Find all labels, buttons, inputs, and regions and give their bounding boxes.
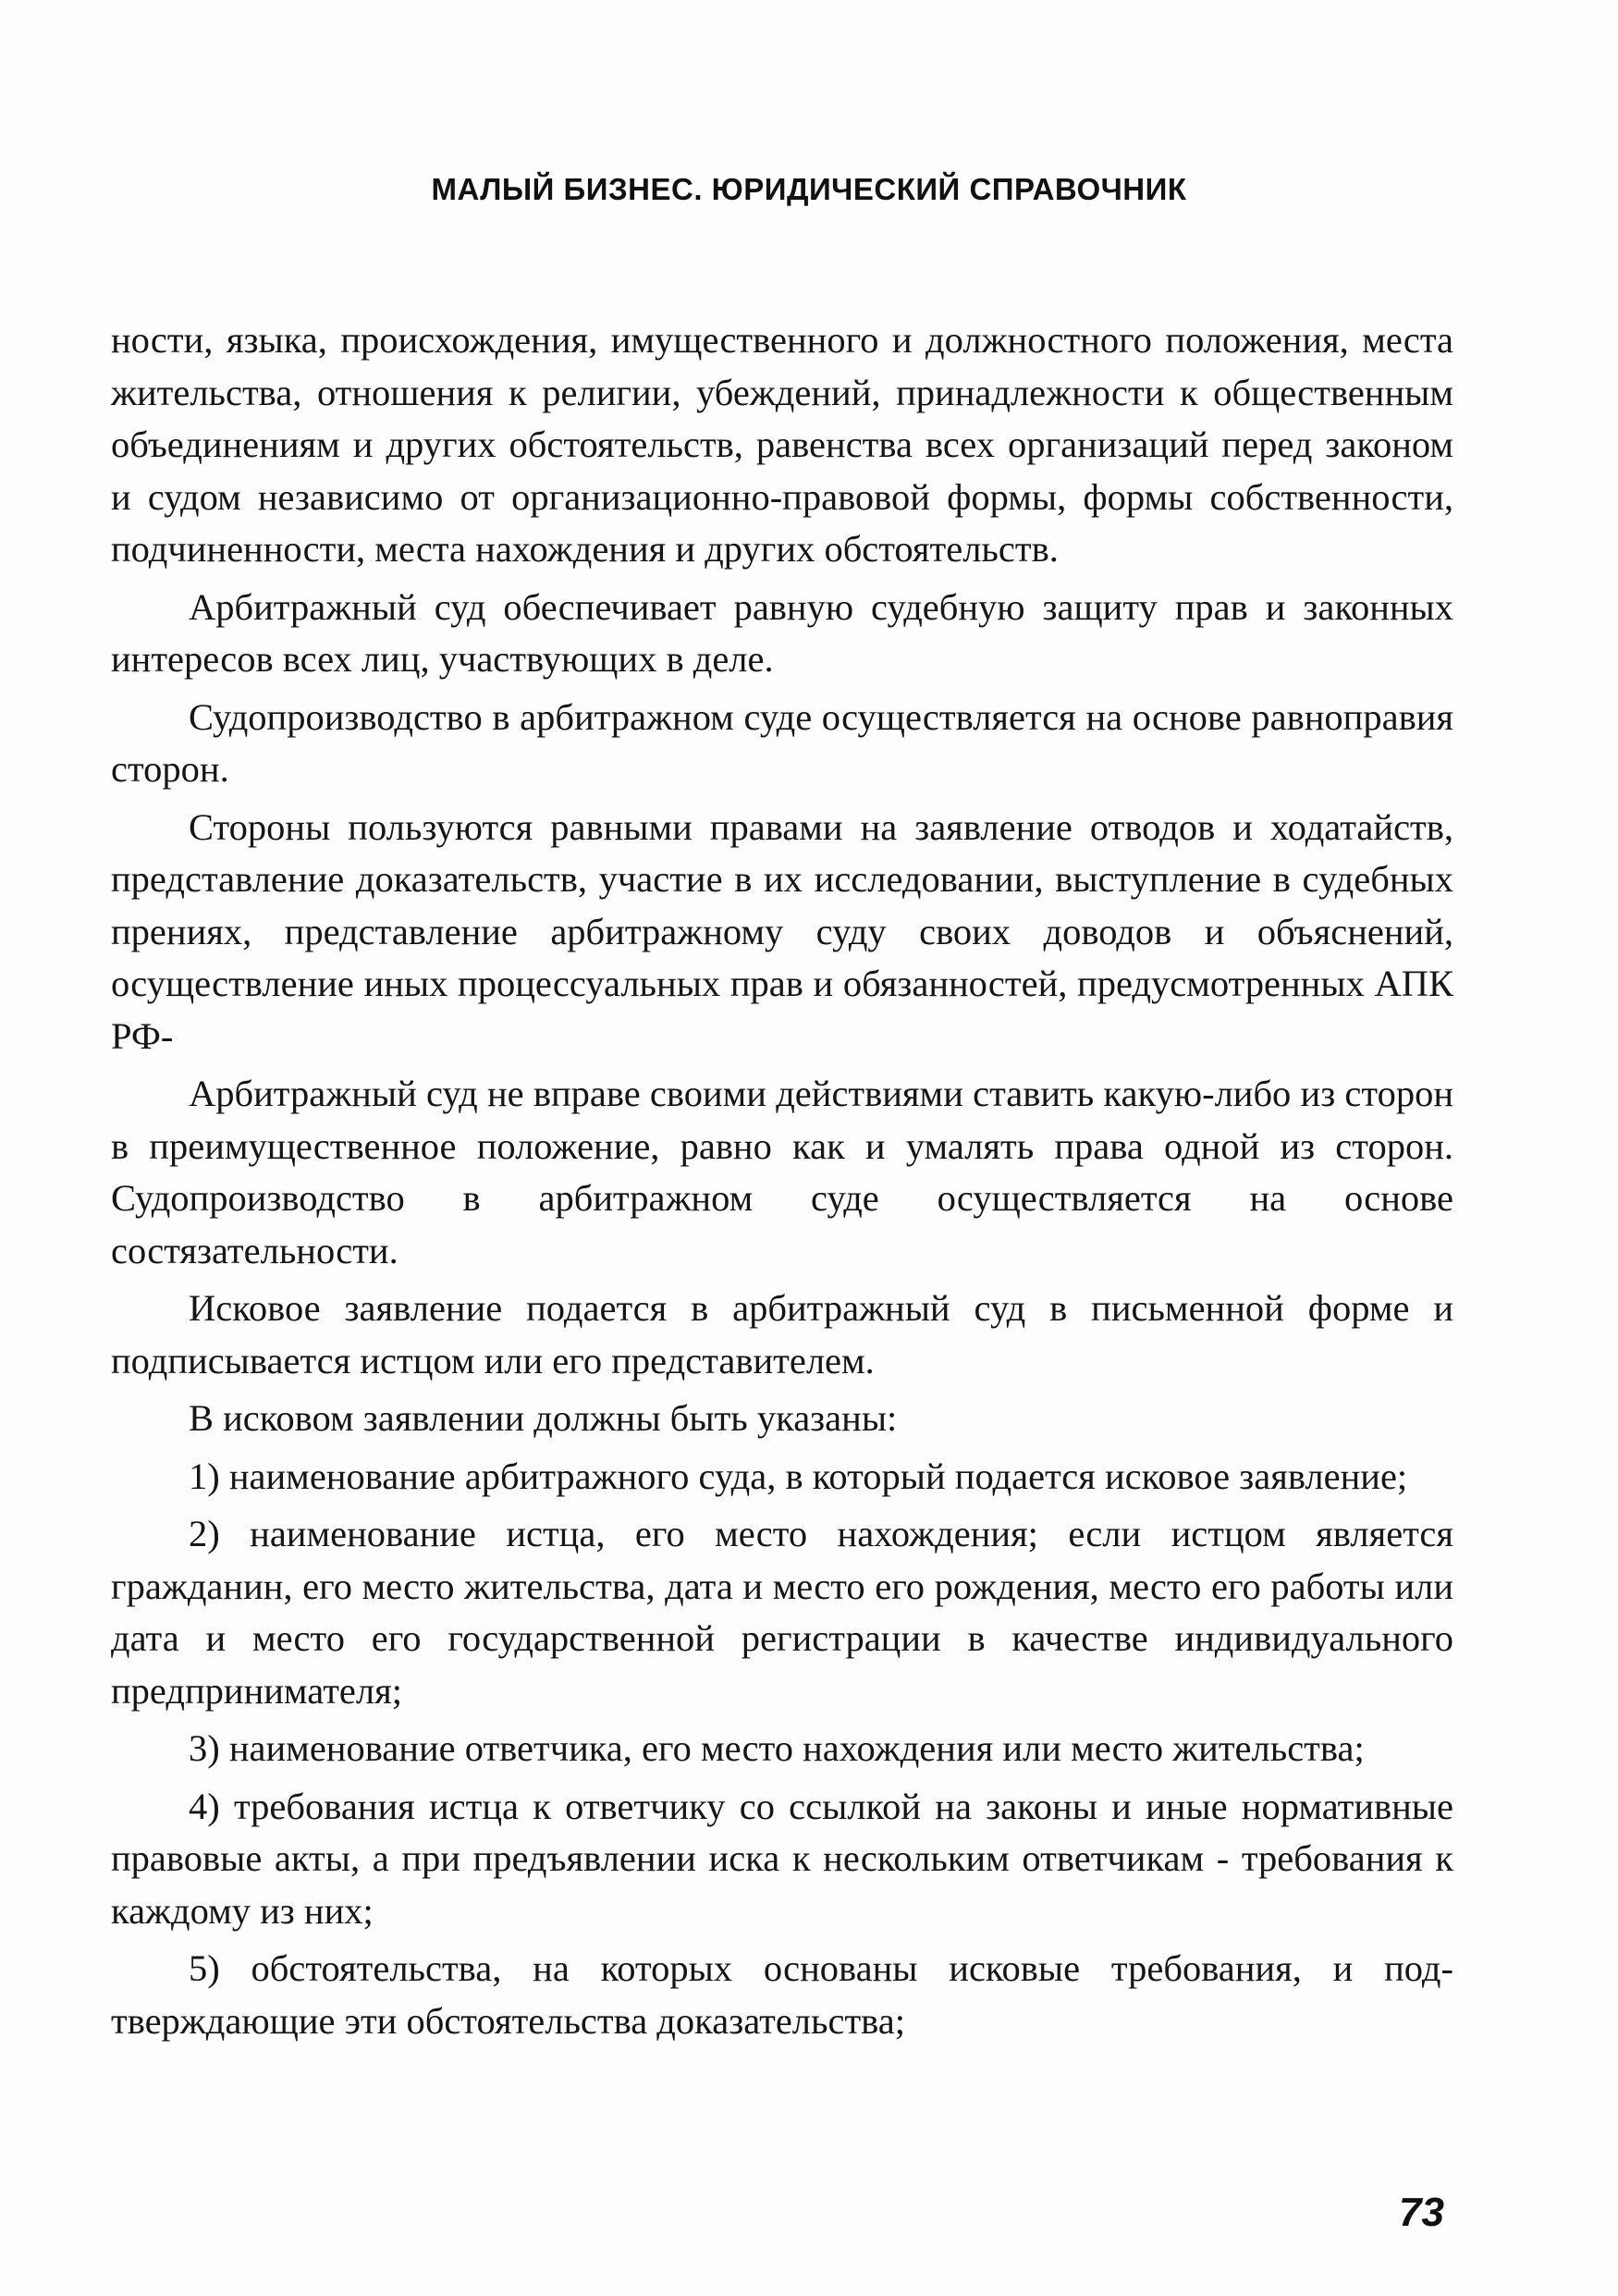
list-item: 3) наименование ответчика, его место нахождения или место жительства; (189, 1727, 1365, 1769)
page-number: 73 (1399, 2190, 1444, 2235)
list-item: 5) обстоятельства, на которых основаны исковые требования, и подтверждающие эти обстоятельства доказательства; (111, 1947, 1453, 2042)
paragraph: В исковом заявлении должны быть указаны: (189, 1397, 898, 1439)
body-text (111, 314, 1453, 2053)
paragraph-continuation: ности, языка, происхождения, имущественного и должностного положения, места жительства, отношения к религии, убеждений, принадлежности к общественным объединениям и других обстоятельств, равенства всех организаций перед законом и судом независимо от организационно-правовой формы, формы собственности, подчиненности, места нахождения и других обстоятельств. (111, 319, 1453, 570)
paragraph: Арбитражный суд не вправе своими действиями ставить какую-либо из сторон в преимущественное положение, равно как и умалять права одной из сторон. Судопроизводство в арбитражном суде осуществляется на основе состязательности. (111, 1073, 1453, 1271)
list-item: 4) требования истца к ответчику со ссылкой на законы и иные нормативные правовые акты, а при предъявлении иска к нескольким ответчикам - требования к каждому из них; (111, 1785, 1453, 1932)
paragraph: Стороны пользуются равными правами на заявление отводов и ходатайств, представление доказательств, участие в их исследовании, выступление в судебных прениях, представление арбитражному суду своих доводов и объяснений, осуществление иных процессуальных прав и обязанностей, предусмотренных АПК РФ- (111, 805, 1453, 1057)
paragraph: Судопроизводство в арбитражном суде осуществляется на основе равноправия сторон. (111, 695, 1453, 790)
list-item: 1) наименование арбитражного суда, в который подается исковое заявление; (189, 1455, 1408, 1497)
paragraph: Исковое заявление подается в арбитражный суд в письменной форме и подписывается истцом или его представителем. (111, 1287, 1453, 1381)
paragraph: Арбитражный суд обеспечивает равную судебную защиту прав и законных интересов всех лиц, участвующих в деле. (111, 585, 1453, 680)
running-header: МАЛЫЙ БИЗНЕС. ЮРИДИЧЕСКИЙ СПРАВОЧНИК (431, 172, 1187, 206)
list-item: 2) наименование истца, его место нахождения; если истцом является гражданин, его место жительства, дата и место его рождения, место его работы или дата и место его государственной регистрации в качестве индивидуального предпринимателя; (111, 1513, 1453, 1712)
